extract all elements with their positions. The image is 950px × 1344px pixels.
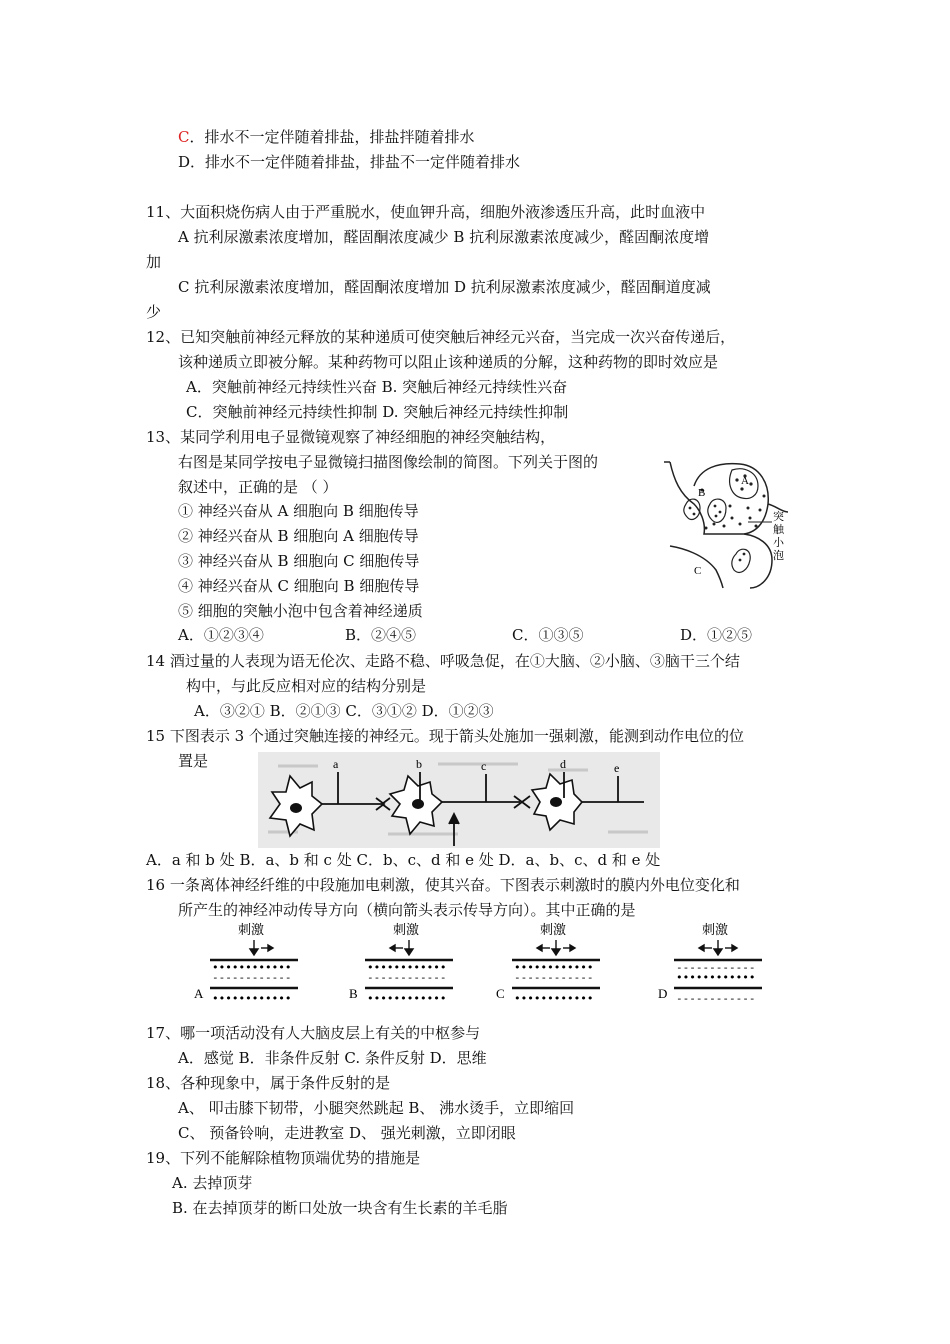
point-label-d: d [560,757,566,771]
q13-statement-5: ⑤ 细胞的突触小泡中包含着神经递质 [178,602,423,620]
q10-option-c-text: ．排水不一定伴随着排盐，排盐拌随着排水 [189,128,475,146]
panel-label-a: A [194,986,204,1001]
q13-stem-line1: 13、某同学利用电子显微镜观察了神经细胞的神经突触结构， [146,428,556,446]
nerve-fiber-figures [190,920,770,1004]
q19-stem: 19、下列不能解除植物顶端优势的措施是 [146,1149,421,1167]
svg-text:------------: ------------ [676,992,756,1005]
synapse-vesicle-label-1: 突 [773,510,784,523]
q13-statement-1: ① 神经兴奋从 A 细胞向 B 细胞传导 [178,502,419,520]
q12-options-ab: A．突触前神经元持续性兴奋 B. 突触后神经元持续性兴奋 [186,378,568,396]
panel-b [349,922,453,1005]
q11-options-cd: C 抗利尿激素浓度增加，醛固酮浓度增加 D 抗利尿激素浓度减少，醛固酮道度减 [178,278,711,296]
q19-option-a: A. 去掉顶芽 [172,1174,253,1192]
q17-options: A．感觉 B．非条件反射 C. 条件反射 D．思维 [178,1049,487,1067]
q13-stem-line2: 右图是某同学按电子显微镜扫描图像绘制的简图。下列关于图的 [178,453,599,471]
point-label-b: b [416,757,422,771]
panel-label-d: D [658,986,668,1001]
svg-text:••••••••••••: •••••••••••• [514,992,594,1005]
panel-label-b: B [349,986,358,1001]
q13-option-d: D．①②⑤ [680,626,753,644]
synapse-figure [660,460,795,590]
panel-d [658,922,762,1005]
stimulus-label-b: 刺激 [393,923,420,938]
svg-text:------------: ------------ [367,971,447,984]
svg-text:••••••••••••: •••••••••••• [676,971,756,984]
q12-stem-line2: 该种递质立即被分解。某种药物可以阻止该种递质的分解，这种药物的即时效应是 [178,353,719,371]
synapse-vesicle-label-4: 泡 [773,549,784,562]
stimulus-label-a: 刺激 [238,923,265,938]
q13-option-c: C．①③⑤ [512,626,584,644]
q15-stem-line2: 置是 [178,752,209,770]
panel-label-c: C [496,986,505,1001]
stimulus-label-d: 刺激 [702,923,729,938]
svg-text:••••••••••••: •••••••••••• [212,961,292,974]
q13-statement-2: ② 神经兴奋从 B 细胞向 A 细胞传导 [178,527,419,545]
q15-stem-line1: 15 下图表示 3 个通过突触连接的神经元。现于箭头处施加一强刺激，能测到动作电位的位 [146,727,744,745]
q18-options-ab: A、 叩击膝下韧带，小腿突然跳起 B、 沸水烫手，立即缩回 [178,1099,575,1117]
q14-options: A．③②① B．②①③ C．③①② D．①②③ [194,702,494,720]
q12-stem-line1: 12、已知突触前神经元释放的某种递质可使突触后神经元兴奋，当完成一次兴奋传递后， [146,328,736,346]
synapse-label-c: C [694,565,702,577]
synapse-vesicle-label-3: 小 [773,536,784,549]
q15-options: A．a 和 b 处 B．a、b 和 c 处 C．b、c、d 和 e 处 D．a、b、c、d 和 e 处 [146,851,661,869]
q17-stem: 17、哪一项活动没有人大脑皮层上有关的中枢参与 [146,1024,481,1042]
q11-stem: 11、大面积烧伤病人由于严重脱水，使血钾升高，细胞外液渗透压升高，此时血液中 [146,203,706,221]
q11-options-ab-wrap: 加 [146,253,162,271]
q11-options-cd-wrap: 少 [146,303,162,321]
q12-options-cd: C．突触前神经元持续性抑制 D. 突触后神经元持续性抑制 [186,403,569,421]
q16-stem-line1: 16 一条离体神经纤维的中段施加电刺激，使其兴奋。下图表示刺激时的膜内外电位变化和 [146,876,740,894]
q13-stem-line3: 叙述中，正确的是 （ ） [178,478,338,496]
q13-option-b: B．②④⑤ [345,626,417,644]
svg-text:------------: ------------ [212,971,292,984]
svg-text:------------: ------------ [514,971,594,984]
synapse-vesicle-label-2: 触 [773,523,784,536]
synapse-label-a: A [741,475,749,487]
q13-statement-3: ③ 神经兴奋从 B 细胞向 C 细胞传导 [178,552,420,570]
q19-option-b: B. 在去掉顶芽的断口处放一块含有生长素的羊毛脂 [172,1199,508,1217]
q16-stem-line2: 所产生的神经冲动传导方向（横向箭头表示传导方向）。其中正确的是 [178,901,636,919]
svg-text:------------: ------------ [676,961,756,974]
q11-options-ab: A 抗利尿激素浓度增加，醛固酮浓度减少 B 抗利尿激素浓度减少，醛固酮浓度增 [178,228,710,246]
panel-c [496,922,600,1005]
panel-a [194,922,298,1005]
svg-text:••••••••••••: •••••••••••• [514,961,594,974]
point-label-c: c [481,759,487,773]
svg-text:••••••••••••: •••••••••••• [367,961,447,974]
q18-options-cd: C、 预备铃响，走进教室 D、 强光刺激，立即闭眼 [178,1124,516,1142]
neuron-chain-figure [258,752,660,848]
q14-stem-line2: 构中，与此反应相对应的结构分别是 [186,677,427,695]
q14-stem-line1: 14 酒过量的人表现为语无伦次、走路不稳、呼吸急促，在①大脑、②小脑、③脑干三个结 [146,652,740,670]
q10-option-c-letter: C [178,128,190,146]
point-label-e: e [614,761,620,775]
q13-statement-4: ④ 神经兴奋从 C 细胞向 B 细胞传导 [178,577,420,595]
svg-text:••••••••••••: •••••••••••• [367,992,447,1005]
synapse-label-b: B [698,487,706,499]
svg-text:••••••••••••: •••••••••••• [212,992,292,1005]
q13-option-a: A．①②③④ [178,626,264,644]
q18-stem: 18、各种现象中，属于条件反射的是 [146,1074,391,1092]
point-label-a: a [333,757,339,771]
q10-option-d: D．排水不一定伴随着排盐，排盐不一定伴随着排水 [178,153,521,171]
stimulus-label-c: 刺激 [540,923,567,938]
q10-option-c [178,126,475,148]
